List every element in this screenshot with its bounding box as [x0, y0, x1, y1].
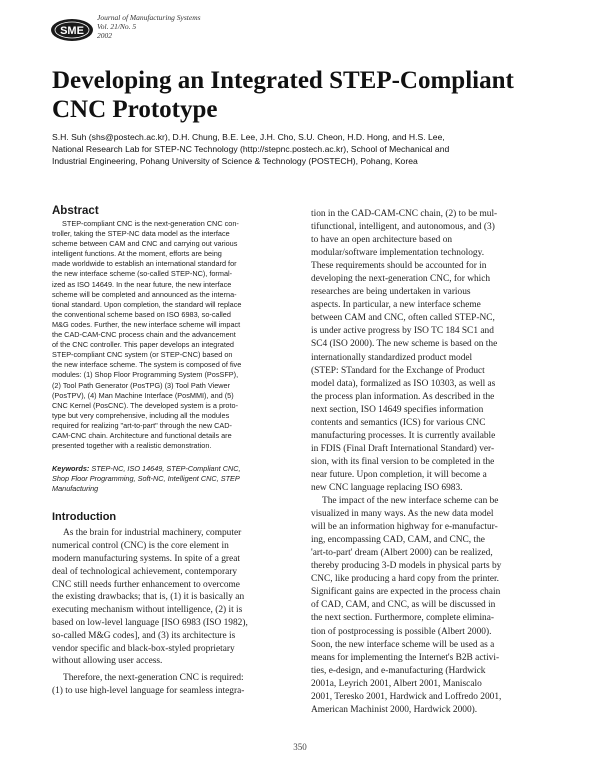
body-line: in FDIS (Final Draft International Standard) ver- — [311, 443, 495, 454]
abstract-line: (2) Tool Path Generator (PosTPG) (3) Tool Path Viewer — [52, 380, 231, 390]
abstract-body — [52, 219, 302, 451]
body-line: the process plan information. As described in the — [311, 391, 495, 402]
keywords-block — [52, 464, 302, 494]
body-line: ties, e-design, and e-manufacturing (Hardwick — [311, 665, 486, 676]
body-line: American Machinist 2000, Hardwick 2000). — [311, 704, 478, 715]
body-line: (STEP: STandard for the Exchange of Product — [311, 365, 485, 376]
body-line: tion of postprocessing is possible (Albert 2000). — [311, 626, 492, 637]
body-line: of CAD, CAM, and CNC, as will be discussed in — [311, 600, 496, 611]
abstract-line: the new interface scheme. The system is composed of five — [52, 360, 242, 370]
body-line: modular/software implementation technology. — [311, 248, 485, 259]
body-line: These requirements should be accounted for in — [311, 261, 487, 272]
introduction-heading: Introduction — [52, 511, 117, 524]
abstract-line: required for realizing "art-to-part" through the new CAD- — [52, 420, 232, 430]
body-line: SC4 (ISO 2000). The new scheme is based on the — [311, 339, 498, 350]
body-line: next section, ISO 14649 specifies information — [311, 404, 484, 415]
right-column — [311, 208, 561, 717]
abstract-line: type but very comprehensive, including all the modules — [52, 410, 230, 420]
abstract-line: modules: (1) Shop Floor Programming System (PosSFP), — [52, 370, 239, 380]
body-line: Soon, the new interface scheme will be used as a — [311, 639, 495, 650]
title-line: Developing an Integrated STEP-Compliant — [52, 67, 514, 94]
body-line: tifunctional, intelligent, and autonomous, and (3) — [311, 222, 495, 233]
body-line: new CNC language replacing ISO 6983. — [311, 482, 463, 493]
keywords-line: Manufacturing — [52, 484, 99, 494]
body-line: Significant gains are expected in the process chain — [311, 587, 501, 598]
intro-line: Therefore, the next-generation CNC is required: — [63, 673, 244, 684]
keywords-label: Keywords: — [52, 464, 90, 474]
body-line: the next section. Furthermore, complete elimina- — [311, 613, 495, 624]
author-line: Industrial Engineering, Pohang University of Science & Technology (POSTECH), Pohang, Korea — [52, 156, 418, 166]
intro-line: based on low-level language [ISO 6983 (ISO 1982), — [52, 618, 248, 629]
body-line: between CAM and CNC, often called STEP-NC, — [311, 313, 495, 324]
abstract-line: STEP-compliant CNC system (or STEP-CNC) based on — [52, 350, 233, 360]
intro-line: numerical control (CNC) is the core element in — [52, 541, 229, 552]
body-line: researches are being undertaken in various — [311, 287, 471, 298]
journal-volume: Vol. 21/No. 5 — [97, 22, 137, 31]
author-block — [52, 131, 562, 167]
body-line: manufacturing processes. It is currently available — [311, 430, 496, 441]
sme-logo — [50, 18, 94, 42]
abstract-line: M&G codes. Further, the new interface scheme will impact — [52, 319, 241, 329]
keywords-line — [52, 464, 302, 474]
body-line: sion, with its final version to be completed in the — [311, 456, 495, 467]
body-line: means for implementing the Internet's B2B activi- — [311, 652, 500, 663]
journal-info — [97, 13, 201, 40]
abstract-line: the conventional scheme based on ISO 6983, so-called — [52, 309, 231, 319]
abstract-line: made worldwide to establish an international standard for — [52, 259, 237, 269]
abstract-line: scheme between CAM and CNC and carrying out various — [52, 239, 238, 249]
abstract-line: CNC Kernel (PosCNC). The developed system is a proto- — [52, 400, 239, 410]
body-line: 'art-to-part' dream (Albert 2000) can be realized, — [311, 548, 493, 559]
keywords-text: STEP-NC, ISO 14649, STEP-Compliant CNC, — [89, 464, 241, 474]
body-line: 2001a, Leyrich 2001, Albert 2001, Maniscalo — [311, 678, 482, 689]
body-line: CNC, like producing a hard copy from the printer. — [311, 574, 499, 585]
body-line: aspects. In particular, a new interface scheme — [311, 300, 481, 311]
body-line: visualized in many ways. As the new data model — [311, 509, 494, 520]
journal-name: Journal of Manufacturing Systems — [97, 13, 201, 22]
intro-line: (1) to use high-level language for seamless integra- — [52, 686, 245, 696]
abstract-line: ized as ISO 14649. In the near future, the new interface — [52, 279, 232, 289]
intro-line: the existing drawbacks; that is, (1) it is basically an — [52, 592, 245, 603]
body-line: will be an information highway for e-manufactur- — [311, 522, 498, 533]
body-line: ing, encompassing CAD, CAM, and CNC, the — [311, 535, 485, 546]
title-line: CNC Prototype — [52, 96, 218, 123]
introduction-body — [52, 527, 302, 697]
intro-line: without allowing user access. — [52, 656, 163, 667]
keywords-line: Shop Floor Programming, Soft-NC, Intelligent CNC, STEP — [52, 474, 240, 484]
body-line: contents and semantics (ICS) for various CNC — [311, 417, 486, 428]
paper-title — [52, 66, 552, 124]
abstract-line: the CAD-CAM-CNC process chain and the advancement — [52, 330, 236, 340]
logo-text: SME — [60, 25, 84, 37]
body-line: 2001, Teresko 2001, Hardwick and Loffredo 2001, — [311, 691, 502, 702]
abstract-line: of the CNC controller. This paper develops an integrated — [52, 340, 234, 350]
intro-line: deal of technological achievement, contemporary — [52, 566, 238, 577]
body-line: developing the next-generation CNC, for which — [311, 274, 491, 285]
body-line: model data), formalized as ISO 10303, as well as — [311, 378, 496, 389]
body-line: thereby producing 3-D models in physical parts by — [311, 561, 502, 572]
abstract-line: (PosTPV), (4) Man Machine Interface (PosMMI), and (5) — [52, 390, 234, 400]
abstract-line: troller, taking the STEP-NC data model as the interface — [52, 229, 230, 239]
abstract-line: STEP-compliant CNC is the next-generation CNC con- — [62, 219, 239, 228]
body-line: The impact of the new interface scheme can be — [322, 496, 499, 507]
body-line: internationally standardized product model — [311, 352, 473, 363]
body-line: tion in the CAD-CAM-CNC chain, (2) to be mul- — [311, 209, 498, 219]
intro-line: executing mechanism without intelligence, (2) it is — [52, 605, 243, 616]
abstract-line: scheme will be completed and announced as the interna- — [52, 289, 237, 299]
abstract-line: intelligent functions. At the moment, efforts are being — [52, 249, 222, 259]
abstract-line: CAM-CNC chain. Architecture and functional details are — [52, 430, 232, 440]
abstract-line: presented together with a realistic demonstration. — [52, 441, 212, 451]
intro-line: CNC still needs further enhancement to overcome — [52, 579, 240, 590]
sme-logo-icon — [50, 18, 94, 42]
abstract-line: tional standard. Upon completion, the standard will replace — [52, 299, 242, 309]
left-column — [52, 205, 302, 698]
body-line: near future. Upon completion, it will become a — [311, 469, 487, 480]
author-line: National Research Lab for STEP-NC Technology (http://stepnc.postech.ac.kr), School of Mechanical and — [52, 144, 450, 154]
journal-year: 2002 — [97, 31, 112, 40]
page-number: 350 — [293, 742, 307, 752]
body-line: to have an open architecture based on — [311, 235, 453, 246]
intro-line: As the brain for industrial machinery, computer — [63, 528, 242, 539]
author-line: S.H. Suh (shs@postech.ac.kr), D.H. Chung, B.E. Lee, J.H. Cho, S.U. Cheon, H.D. Hong, and H.S. Lee, — [52, 132, 445, 142]
intro-line: vendor specific and black-box-styled proprietary — [52, 643, 235, 654]
intro-line: so-called M&G codes], and (3) its architecture is — [52, 630, 236, 641]
body-line: is under active progress by ISO TC 184 SC1 and — [311, 326, 494, 337]
abstract-heading: Abstract — [52, 205, 99, 217]
abstract-line: the new interface scheme (so-called STEP-NC), formal- — [52, 269, 233, 279]
intro-line: modern manufacturing systems. In spite of a great — [52, 554, 240, 565]
